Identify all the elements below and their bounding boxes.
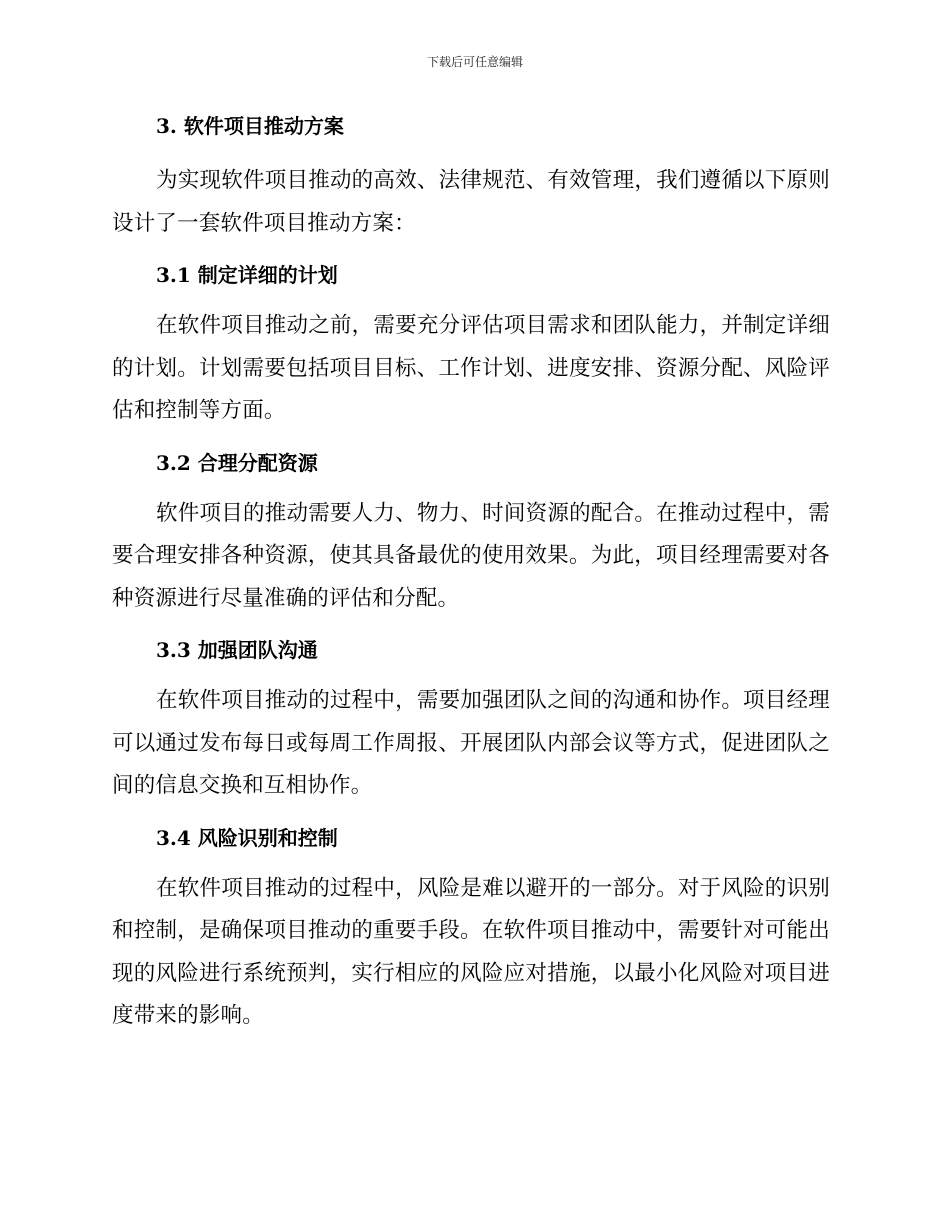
page-header-note: 下载后可任意编辑 [426, 55, 523, 69]
subsection-body-3-4: 在软件项目推动的过程中，风险是难以避开的一部分。对于风险的识别和控制，是确保项目推动的重要手段。在软件项目推动中，需要针对可能出现的风险进行系统预判，实行相应的风险应对措施，以最小化风险对项目进度带来的影响。 [112, 875, 830, 1028]
subsection-body-3-2: 软件项目的推动需要人力、物力、时间资源的配合。在推动过程中，需要合理安排各种资源，使其具备最优的使用效果。为此，项目经理需要对各种资源进行尽量准确的评估和分配。 [112, 500, 830, 611]
subsection-title-3-1: 3.1 制定详细的计划 [156, 263, 338, 287]
subsection-body-3-3: 在软件项目推动的过程中，需要加强团队之间的沟通和协作。项目经理可以通过发布每日或每周工作周报、开展团队内部会议等方式，促进团队之间的信息交换和互相协作。 [112, 688, 830, 798]
section-intro: 为实现软件项目推动的高效、法律规范、有效管理，我们遵循以下原则设计了一套软件项目推动方案： [112, 168, 830, 236]
subsection-body-3-1: 在软件项目推动之前，需要充分评估项目需求和团队能力，并制定详细的计划。计划需要包括项目目标、工作计划、进度安排、资源分配、风险评估和控制等方面。 [112, 313, 830, 423]
section-title: 3. 软件项目推动方案 [156, 114, 344, 138]
subsection-title-3-3: 3.3 加强团队沟通 [156, 638, 318, 662]
document-body [112, 104, 830, 1038]
subsection-title-3-2: 3.2 合理分配资源 [156, 450, 318, 475]
subsection-title-3-4: 3.4 风险识别和控制 [156, 825, 338, 850]
